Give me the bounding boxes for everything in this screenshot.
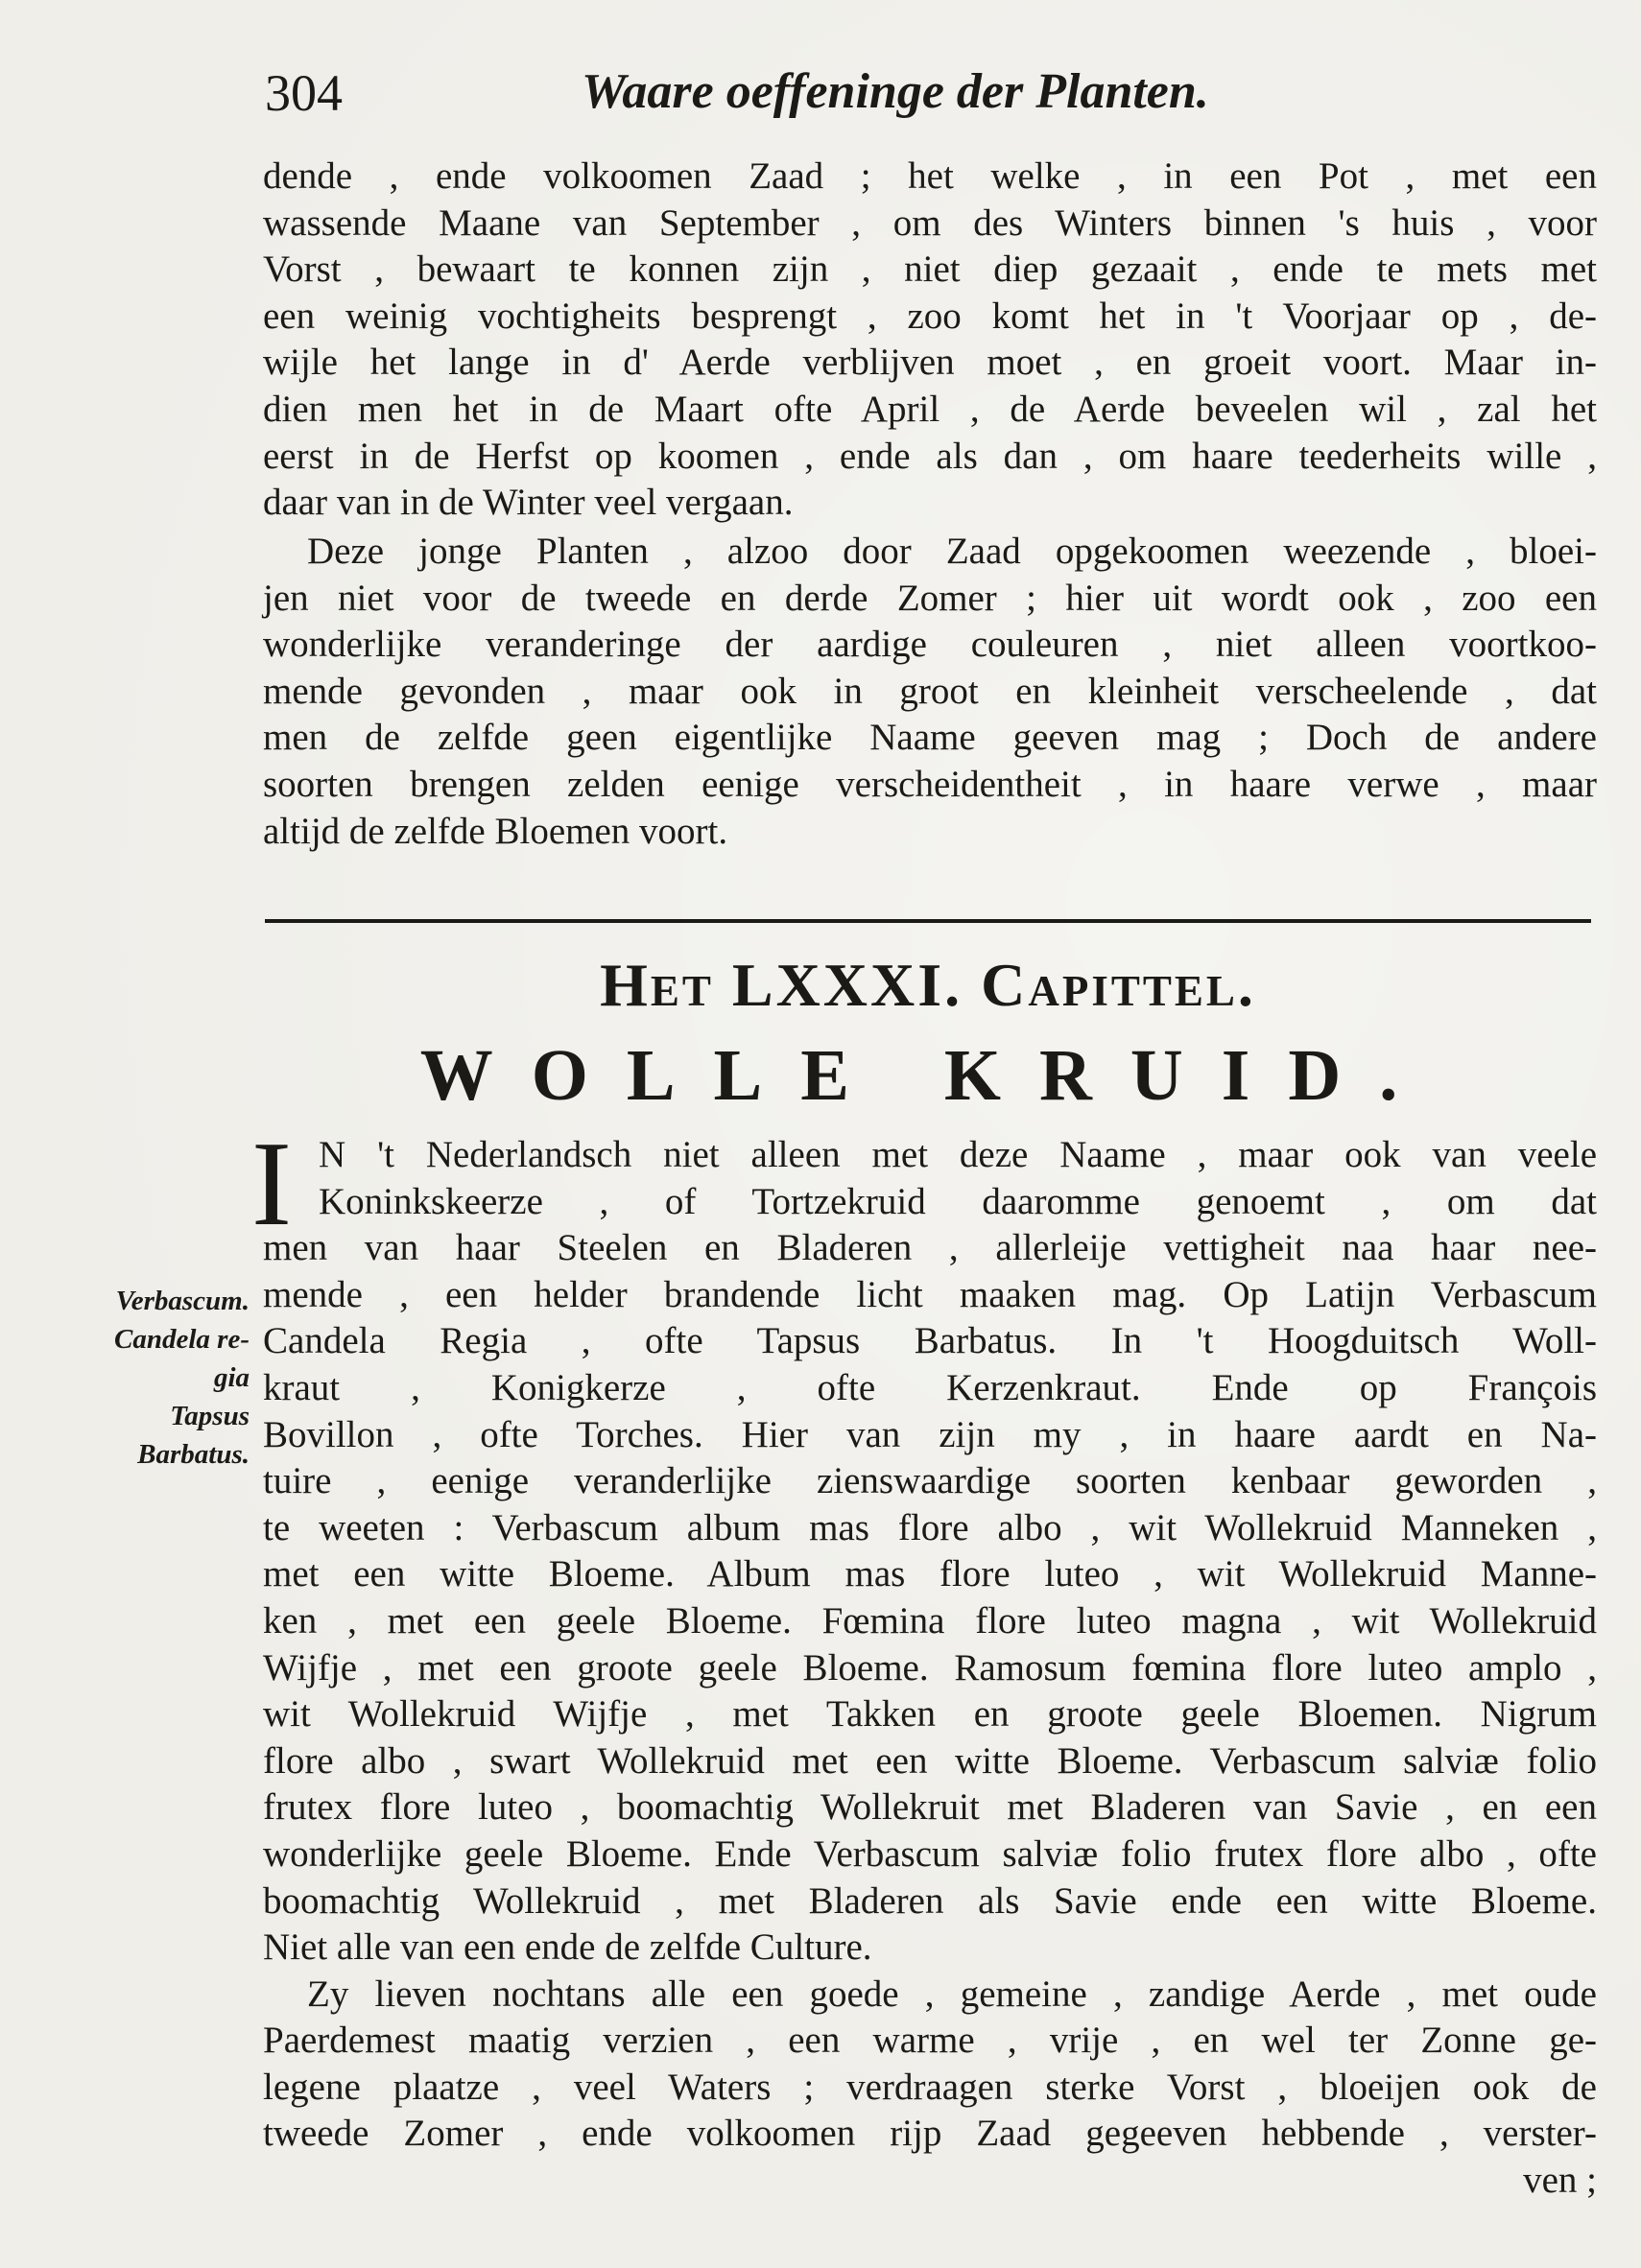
paragraph-3	[263, 1132, 1597, 2205]
text-line: Koninkskeerze , of Tortzekruid daaromme genoemt , om dat	[319, 1180, 1597, 1222]
paragraph-1	[263, 154, 1597, 527]
text-line: flore albo , swart Wollekruid met een witte Bloeme. Verbascum salviæ folio	[263, 1739, 1597, 1782]
margin-note-line: Candela re-	[114, 1324, 250, 1355]
text-line: met een witte Bloeme. Album mas flore luteo , wit Wollekruid Manne-	[263, 1553, 1597, 1595]
text-line: wijle het lange in d' Aerde verblijven moet , en groeit voort. Maar in-	[263, 342, 1597, 384]
text-line: wonderlijke geele Bloeme. Ende Verbascum salviæ folio frutex flore albo , ofte	[263, 1832, 1597, 1875]
margin-note-line: Tapsus	[170, 1401, 250, 1431]
text-line: wit Wollekruid Wijfje , met Takken en groote geele Bloemen. Nigrum	[263, 1693, 1597, 1736]
text-line: soorten brengen zelden eenige verscheidentheit , in haare verwe , maar	[263, 763, 1597, 805]
text-line: Deze jonge Planten , alzoo door Zaad opgekoomen weezende , bloei-	[307, 531, 1597, 572]
text-line: dende , ende volkoomen Zaad ; het welke , in een Pot , met een	[263, 155, 1597, 197]
text-line: legene plaatze , veel Waters ; verdraagen sterke Vorst , bloeijen ook de	[263, 2066, 1597, 2108]
text-line: Zy lieven nochtans alle een goede , gemeine , zandige Aerde , met oude	[307, 1973, 1597, 2015]
catchword: ven ;	[1523, 2160, 1597, 2202]
text-line: een weinig vochtigheits besprengt , zoo komt het in 't Voorjaar op , de-	[263, 295, 1597, 337]
text-line: ken , met een geele Bloeme. Fœmina flore luteo magna , wit Wollekruid	[263, 1599, 1597, 1642]
text-line: altijd de zelfde Bloemen voort.	[263, 810, 728, 852]
text-line: jen niet voor de tweede en derde Zomer ; hier uit wordt ook , zoo een	[263, 577, 1597, 619]
running-head	[265, 63, 1324, 130]
text-line: kraut , Konigkerze , ofte Kerzenkraut. Ende op François	[263, 1366, 1597, 1408]
margin-note-line: Barbatus.	[137, 1439, 250, 1470]
margin-note	[58, 1282, 250, 1474]
chapter-title: Het LXXXI. Capittel.	[600, 951, 1256, 1019]
text-line: men de zelfde geen eigentlijke Naame geeven mag ; Doch de andere	[263, 717, 1597, 759]
text-line: Bovillon , ofte Torches. Hier van zijn my , in haare aardt en Na-	[263, 1413, 1597, 1455]
chapter-heading: WOLLE KRUID.	[419, 1035, 1437, 1116]
page-number: 304	[265, 64, 343, 122]
text-line: mende , een helder brandende licht maaken mag. Op Latijn Verbascum	[263, 1273, 1597, 1315]
text-line: N 't Nederlandsch niet alleen met deze Naame , maar ook van veele	[319, 1134, 1597, 1175]
text-line: dien men het in de Maart ofte April , de Aerde beveelen wil , zal het	[263, 388, 1597, 430]
text-line: wassende Maane van September , om des Winters binnen 's huis , voor	[263, 201, 1597, 244]
text-line: Vorst , bewaart te konnen zijn , niet diep gezaait , ende te mets met	[263, 248, 1597, 291]
text-line: men van haar Steelen en Bladeren , allerleije vettigheit naa haar nee-	[263, 1227, 1597, 1269]
text-line: mende gevonden , maar ook in groot en kleinheit verscheelende , dat	[263, 670, 1597, 712]
text-line: Candela Regia , ofte Tapsus Barbatus. In 't Hoogduitsch Woll-	[263, 1320, 1597, 1362]
text-line: tweede Zomer , ende volkoomen rijp Zaad gegeeven hebbende , verster-	[263, 2113, 1597, 2155]
text-line: Paerdemest maatig verzien , een warme , vrije , en wel ter Zonne ge-	[263, 2020, 1597, 2062]
margin-note-line: gia	[213, 1362, 250, 1393]
text-line: Wijfje , met een groote geele Bloeme. Ramosum fœmina flore luteo amplo ,	[263, 1646, 1597, 1689]
section-divider	[265, 919, 1591, 923]
text-line: daar van in de Winter veel vergaan.	[263, 482, 794, 524]
text-line: frutex flore luteo , boomachtig Wollekruit met Bladeren van Savie , en een	[263, 1786, 1597, 1829]
text-line: te weeten : Verbascum album mas flore albo , wit Wollekruid Manneken ,	[263, 1506, 1597, 1548]
text-line: eerst in de Herfst op koomen , ende als dan , om haare teederheits wille ,	[263, 435, 1597, 477]
margin-note-line: Verbascum.	[115, 1286, 250, 1316]
text-line: wonderlijke veranderinge der aardige couleuren , niet alleen voortkoo-	[263, 624, 1597, 666]
text-line: boomachtig Wollekruid , met Bladeren als Savie ende een witte Bloeme.	[263, 1879, 1597, 1922]
running-title: Waare oeffeninge der Planten.	[582, 64, 1209, 119]
drop-cap: I	[251, 1118, 292, 1251]
text-line: tuire , eenige veranderlijke zienswaardige soorten kenbaar geworden ,	[263, 1460, 1597, 1502]
paragraph-2	[263, 529, 1597, 855]
text-line: Niet alle van een ende de zelfde Culture.	[263, 1926, 872, 1969]
